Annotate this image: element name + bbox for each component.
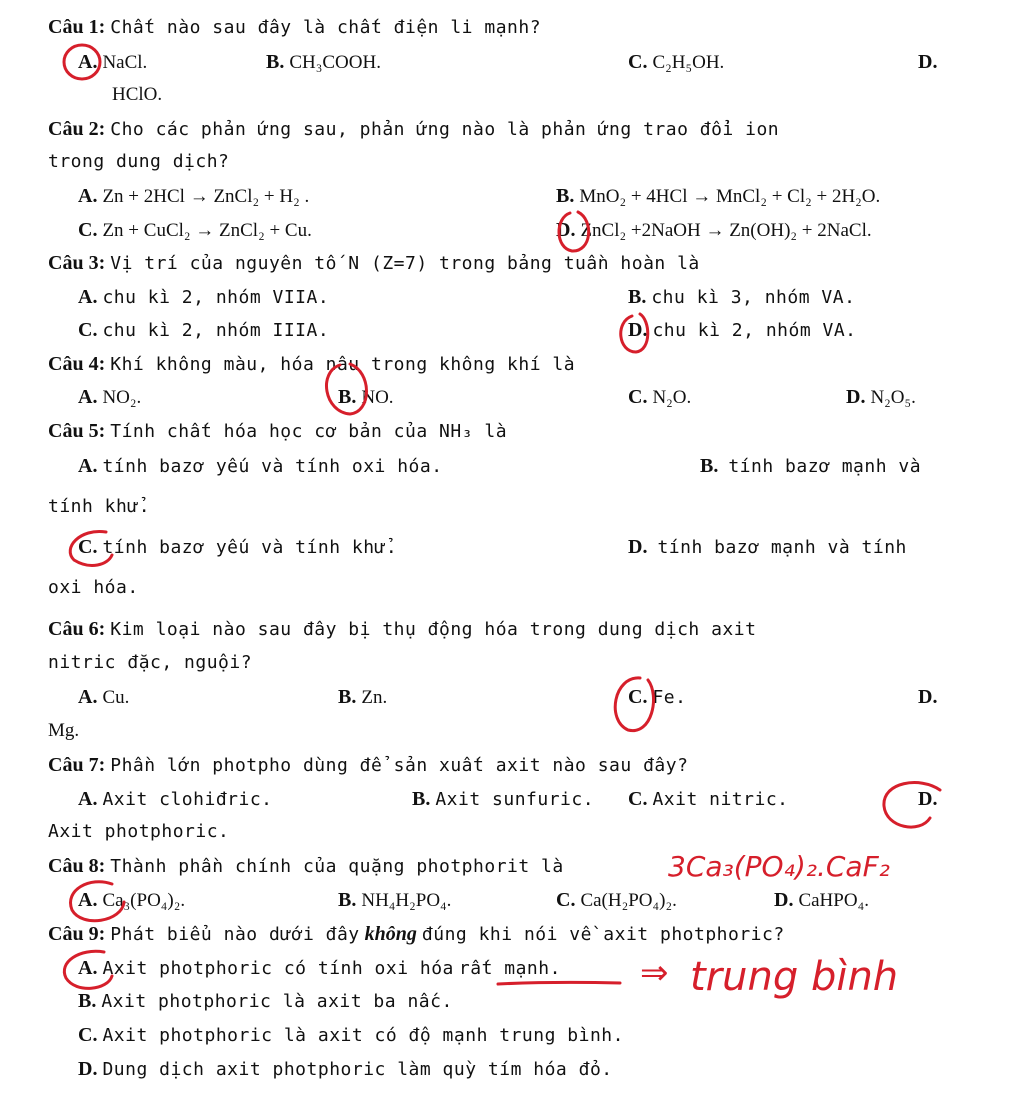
q8-handwritten-note: 3Ca₃(PO₄)₂.CaF₂ — [668, 850, 890, 883]
q8-option-d[interactable]: D. CaHPO₄. — [774, 889, 869, 911]
q5-option-b-cont: tính khử. — [48, 496, 151, 517]
q9-handwritten-note: trung bình — [690, 954, 899, 1000]
q5-options-cd — [0, 530, 1024, 564]
q9-handwritten-arrow: ⇒ — [640, 953, 669, 993]
q6-option-a[interactable]: A. Cu. — [78, 686, 130, 708]
q3-stem: Câu 3: Vị trí của nguyên tố N (Z=7) trong bảng tuần hoàn là — [48, 252, 700, 274]
q1-option-b[interactable]: B. CH₃COOH. — [266, 51, 381, 73]
q5-option-d-cont: oxi hóa. — [48, 577, 139, 598]
q2-stem-cont: trong dung dịch? — [48, 151, 230, 172]
q3-option-c[interactable]: C. chu kì 2, nhóm IIIA. — [78, 319, 330, 341]
q2-options-ab — [0, 179, 1024, 213]
q9-option-c[interactable]: C. Axit photphoric là axit có độ mạnh trung bình. — [78, 1024, 624, 1046]
q1-option-d-text: HClO. — [112, 84, 163, 105]
q7-option-c[interactable]: C. Axit nitric. — [628, 788, 789, 810]
q4-option-b[interactable]: B. NO. — [338, 386, 394, 408]
q9-emphasis: không — [364, 923, 417, 945]
q1-stem — [0, 10, 1024, 44]
q1-option-d[interactable]: D. — [918, 51, 938, 73]
q6-stem-cont: nitric đặc, nguội? — [48, 652, 253, 673]
q5-option-c[interactable]: C. tính bazơ yếu và tính khử. — [78, 536, 398, 558]
q1-options — [0, 45, 1024, 79]
q2-option-b[interactable]: B. MnO₂ + 4HCl → MnCl₂ + Cl₂ + 2H₂O. — [556, 185, 881, 207]
q2-option-c[interactable]: C. Zn + CuCl₂ → ZnCl₂ + Cu. — [78, 219, 312, 241]
q5-options-ab — [0, 449, 1024, 483]
q3-option-a[interactable]: A. chu kì 2, nhóm VIIA. — [78, 286, 330, 308]
q8-option-b[interactable]: B. NH₄H₂PO₄. — [338, 889, 452, 911]
q3-options-ab — [0, 280, 1024, 314]
q6-option-d[interactable]: D. — [918, 686, 938, 708]
q9-stem: Câu 9: Phát biểu nào dưới đây không đúng khi nói về axit photphoric? — [48, 923, 785, 945]
q4-option-d[interactable]: D. N₂O₅. — [846, 386, 916, 408]
q9-option-a[interactable]: A. Axit photphoric có tính oxi hóa rất mạnh. — [78, 957, 561, 979]
q7-options — [0, 782, 1024, 816]
q8-option-a[interactable]: A. Ca₃(PO₄)₂. — [78, 889, 186, 911]
q5-option-b[interactable]: B. tính bazơ mạnh và — [700, 455, 922, 477]
q8-stem: Câu 8: Thành phần chính của quặng photphorit là — [48, 855, 564, 877]
q2-options-cd — [0, 213, 1024, 247]
q6-option-b[interactable]: B. Zn. — [338, 686, 388, 708]
q3-options-cd — [0, 313, 1024, 347]
q2-option-d[interactable]: D. ZnCl₂ +2NaOH → Zn(OH)₂ + 2NaCl. — [556, 219, 872, 241]
q6-option-c[interactable]: C. Fe. — [628, 686, 687, 708]
q5-option-a[interactable]: A. tính bazơ yếu và tính oxi hóa. — [78, 455, 443, 477]
q6-stem: Câu 6: Kim loại nào sau đây bị thụ động hóa trong dung dịch axit — [48, 618, 757, 640]
q1-text: Chất nào sau đây là chất điện li mạnh? — [110, 17, 542, 38]
q3-option-b[interactable]: B. chu kì 3, nhóm VA. — [628, 286, 856, 308]
q6-option-d-text: Mg. — [48, 720, 80, 741]
q6-options — [0, 680, 1024, 714]
q9-option-d[interactable]: D. Dung dịch axit photphoric làm quỳ tím hóa đỏ. — [78, 1058, 613, 1080]
q1-option-a[interactable]: A. NaCl. — [78, 51, 148, 73]
q4-option-c[interactable]: C. N₂O. — [628, 386, 692, 408]
q2-option-a[interactable]: A. Zn + 2HCl → ZnCl₂ + H₂ . — [78, 185, 310, 207]
q7-option-d[interactable]: D. — [918, 788, 938, 810]
q5-option-d[interactable]: D. tính bazơ mạnh và tính — [628, 536, 907, 558]
q9-underlined-phrase: rất mạnh. — [458, 958, 561, 979]
q8-options — [0, 883, 1024, 917]
q7-stem: Câu 7: Phần lớn photpho dùng để sản xuất axit nào sau đây? — [48, 754, 689, 776]
q5-stem: Câu 5: Tính chất hóa học cơ bản của NH₃ là — [48, 420, 508, 442]
q7-option-d-text: Axit photphoric. — [48, 821, 230, 842]
q4-options — [0, 380, 1024, 414]
q1-label: Câu 1: — [48, 16, 106, 38]
q1-option-c[interactable]: C. C₂H₅OH. — [628, 51, 725, 73]
q8-option-c[interactable]: C. Ca(H₂PO₄)₂. — [556, 889, 677, 911]
q4-option-a[interactable]: A. NO₂. — [78, 386, 142, 408]
q7-option-b[interactable]: B. Axit sunfuric. — [412, 788, 595, 810]
q2-stem: Câu 2: Cho các phản ứng sau, phản ứng nào là phản ứng trao đổi ion — [48, 118, 780, 140]
q3-option-d[interactable]: D. chu kì 2, nhóm VA. — [628, 319, 857, 341]
q7-option-a[interactable]: A. Axit clohiđric. — [78, 788, 273, 810]
q4-stem: Câu 4: Khí không màu, hóa nâu trong không khí là — [48, 353, 576, 375]
q9-option-b[interactable]: B. Axit photphoric là axit ba nấc. — [78, 990, 453, 1012]
